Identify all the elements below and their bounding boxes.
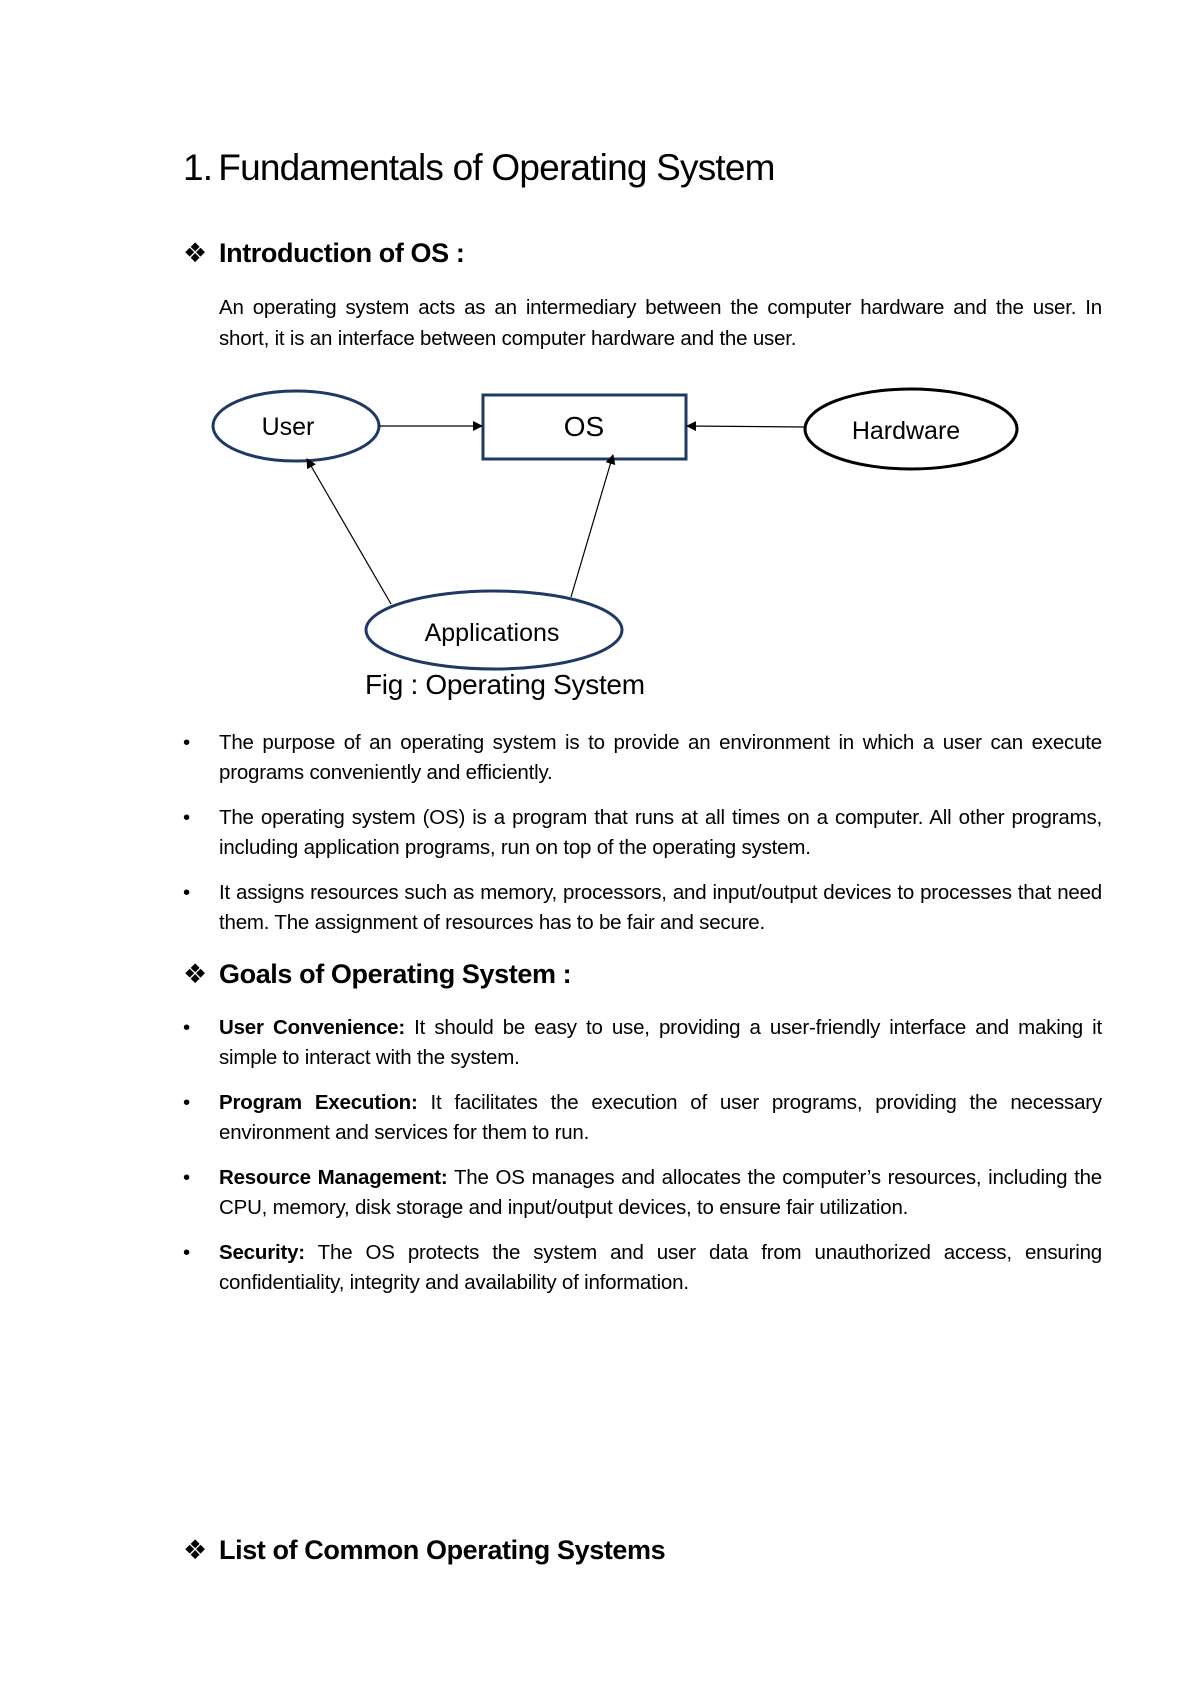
list-item	[183, 1238, 1102, 1298]
intro-paragraph: An operating system acts as an intermediary between the computer hardware and the user. In short, it is an interface between computer hardware and the user.	[219, 296, 1102, 350]
section-heading-text: Introduction of OS :	[219, 238, 465, 268]
bullet-icon: •	[183, 731, 190, 754]
section-heading-list-of-os	[183, 1533, 665, 1567]
list-item-lead: Program Execution:	[219, 1091, 418, 1114]
section-heading-text: Goals of Operating System :	[219, 959, 572, 989]
bullet-icon: •	[183, 806, 190, 829]
applications-node-label: Applications	[424, 619, 560, 647]
user-node-label: User	[261, 413, 315, 441]
list-item-text: It assigns resources such as memory, processors, and input/output devices to processes that need them. The assignment of resources has to be fair and secure.	[219, 881, 1102, 934]
arrow-applications-to-user	[307, 459, 391, 604]
intro-bullet-list	[183, 728, 1102, 953]
bullet-icon: •	[183, 881, 190, 904]
bullet-icon: •	[183, 1091, 190, 1114]
bullet-icon: •	[183, 1166, 190, 1189]
chapter-title-text: Fundamentals of Operating System	[218, 147, 775, 188]
chapter-number: 1.	[183, 147, 213, 188]
list-item-text: The purpose of an operating system is to provide an environment in which a user can execute programs conveniently and efficiently.	[219, 731, 1102, 784]
section-heading-text: List of Common Operating Systems	[219, 1535, 666, 1565]
list-item-text: It should be easy to use, providing a user-friendly interface and making it simple to interact with the system.	[219, 1016, 1102, 1069]
list-item	[183, 878, 1102, 938]
list-item	[183, 728, 1102, 788]
os-diagram	[0, 0, 1200, 700]
goals-bullet-list	[183, 1013, 1102, 1313]
arrow-hardware-to-os	[687, 426, 805, 427]
diamond-bullet-icon: ❖	[183, 238, 207, 268]
os-node-label: OS	[563, 411, 605, 442]
list-item-text: The OS manages and allocates the computer’s resources, including the CPU, memory, disk storage and input/output devices, to ensure fair utilization.	[219, 1166, 1102, 1219]
list-item	[183, 1013, 1102, 1073]
list-item-text: The operating system (OS) is a program that runs at all times on a computer. All other programs, including application programs, run on top of the operating system.	[219, 806, 1102, 859]
figure-caption: Fig : Operating System	[365, 669, 645, 700]
list-item-text: It facilitates the execution of user programs, providing the necessary environment and services for them to run.	[219, 1091, 1102, 1144]
bullet-icon: •	[183, 1016, 190, 1039]
list-item	[183, 803, 1102, 863]
list-item	[183, 1163, 1102, 1223]
list-item-text: The OS protects the system and user data from unauthorized access, ensuring confidentiality, integrity and availability of information.	[219, 1241, 1102, 1294]
arrow-applications-to-os	[571, 455, 613, 597]
diamond-bullet-icon: ❖	[183, 1535, 207, 1565]
list-item-lead: User Convenience:	[219, 1016, 405, 1039]
hardware-node-label: Hardware	[851, 417, 961, 445]
list-item-lead: Resource Management:	[219, 1166, 448, 1189]
diamond-bullet-icon: ❖	[183, 959, 207, 989]
section-heading-goals	[183, 957, 571, 991]
list-item-lead: Security:	[219, 1241, 305, 1264]
list-item	[183, 1088, 1102, 1148]
bullet-icon: •	[183, 1241, 190, 1264]
